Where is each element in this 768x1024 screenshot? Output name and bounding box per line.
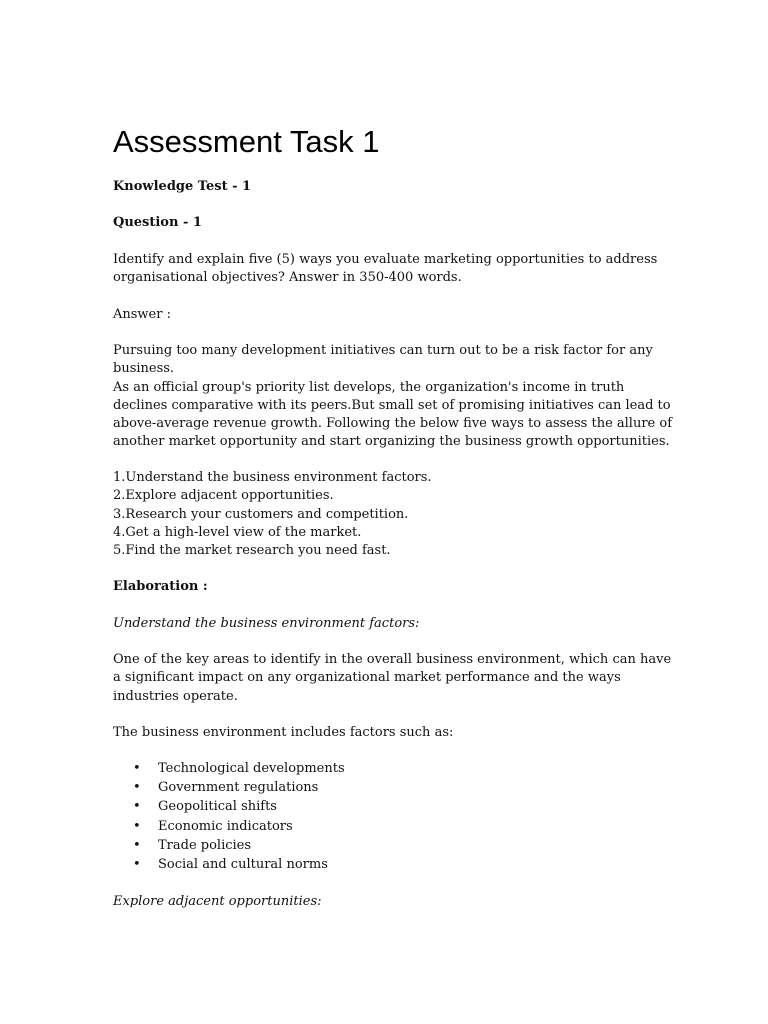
document-title: Assessment Task 1 [113, 124, 380, 159]
knowledge-test-subtitle: Knowledge Test - 1 [113, 179, 252, 194]
ways-list [113, 469, 673, 560]
factor-label: Economic indicators [158, 818, 293, 834]
way-item: 3.Research your customers and competition. [113, 506, 409, 522]
answer-label: Answer : [113, 307, 171, 322]
question-line: Identify and explain five (5) ways you evaluate marketing opportunities to address [113, 252, 658, 267]
bullet-icon: • [133, 837, 141, 853]
list-item [113, 817, 345, 836]
section-heading-adjacent-opportunities: Explore adjacent opportunities: [113, 894, 322, 909]
bullet-icon: • [133, 780, 141, 796]
section-heading-business-environment: Understand the business environment factors: [113, 616, 420, 631]
way-item: 1.Understand the business environment factors. [113, 470, 432, 485]
factor-label: Technological developments [158, 761, 345, 776]
paragraph-line: industries operate. [113, 688, 238, 704]
elaboration-heading: Elaboration : [113, 579, 208, 594]
intro-line: As an official group's priority list develops, the organization's income in truth [113, 379, 625, 395]
list-item [113, 759, 345, 778]
factors-bullet-list [113, 759, 345, 874]
factors-intro: The business environment includes factors such as: [113, 725, 454, 740]
intro-line: another market opportunity and start organizing the business growth opportunities. [113, 434, 670, 450]
way-item: 5.Find the market research you need fast. [113, 543, 391, 559]
list-item [113, 797, 345, 816]
factor-label: Social and cultural norms [158, 857, 328, 873]
answer-intro-paragraph [113, 342, 673, 452]
question-heading: Question - 1 [113, 215, 202, 230]
question-line: organisational objectives? Answer in 350-400 words. [113, 270, 462, 286]
bullet-icon: • [133, 818, 141, 834]
question-text [113, 251, 673, 288]
intro-line: Pursuing too many development initiatives can turn out to be a risk factor for any [113, 343, 653, 358]
bullet-icon: • [133, 799, 141, 815]
list-item [113, 778, 345, 797]
factor-label: Trade policies [158, 837, 252, 853]
bullet-icon: • [133, 761, 141, 776]
intro-line: business. [113, 361, 175, 377]
way-item: 4.Get a high-level view of the market. [113, 524, 362, 540]
business-environment-paragraph [113, 651, 673, 706]
list-item [113, 855, 345, 874]
intro-line: above-average revenue growth. Following the below five ways to assess the allure of [113, 416, 673, 432]
paragraph-line: One of the key areas to identify in the overall business environment, which can have [113, 652, 672, 667]
factor-label: Geopolitical shifts [158, 799, 277, 815]
intro-line: declines comparative with its peers.But small set of promising initiatives can lead to [113, 397, 671, 413]
paragraph-line: a significant impact on any organizational market performance and the ways [113, 670, 621, 686]
factor-label: Government regulations [158, 780, 319, 796]
way-item: 2.Explore adjacent opportunities. [113, 488, 334, 504]
bullet-icon: • [133, 857, 141, 873]
list-item [113, 836, 345, 855]
